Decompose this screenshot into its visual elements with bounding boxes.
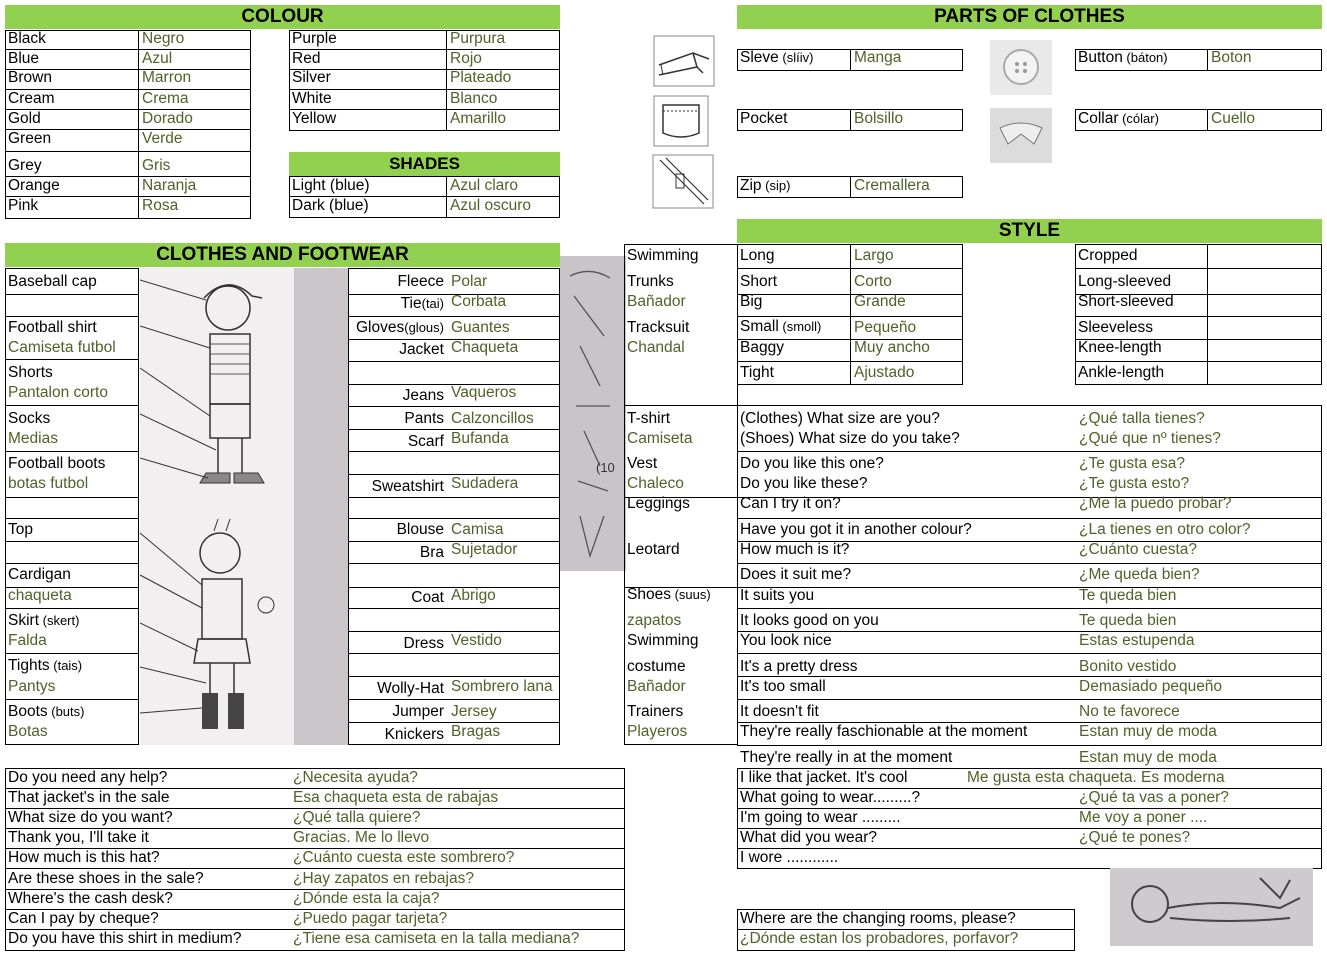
collar-icon bbox=[990, 108, 1052, 163]
part-en bbox=[1075, 48, 1168, 68]
clothes-pron: (skert) bbox=[39, 613, 80, 628]
style-extra: Cropped bbox=[1078, 247, 1138, 264]
colour-en: Silver bbox=[292, 69, 331, 86]
clothes-en: Cardigan bbox=[8, 566, 71, 583]
phrase-en: Have you got it in another colour? bbox=[740, 521, 972, 538]
phrase-en: Do you have this shirt in medium? bbox=[8, 930, 242, 947]
phrase-es: ¿Hay zapatos en rebajas? bbox=[293, 870, 474, 887]
phrase-en: Can I try it on? bbox=[740, 495, 841, 512]
changing-en: Where are the changing rooms, please? bbox=[740, 910, 1016, 927]
colour-en: Yellow bbox=[292, 110, 337, 127]
colour-en: Gold bbox=[8, 110, 41, 127]
phrase-es: Estan muy de moda bbox=[1079, 749, 1217, 766]
clothes-es: Pantys bbox=[8, 678, 56, 695]
colour-en: White bbox=[292, 90, 332, 107]
style-en: Short bbox=[740, 273, 778, 290]
phrase-en: How much is it? bbox=[740, 541, 850, 558]
colour-es: Dorado bbox=[142, 110, 193, 127]
clothes-es: Chaqueta bbox=[451, 339, 519, 356]
phrase-es: No te favorece bbox=[1079, 703, 1180, 720]
phrase-es: Esa chaqueta esta de rabajas bbox=[293, 789, 499, 806]
clothes-pron: (buts) bbox=[47, 704, 85, 719]
clothes-en bbox=[5, 702, 84, 722]
style-extra: Knee-length bbox=[1078, 339, 1162, 356]
sleeve-icon bbox=[653, 35, 715, 87]
clothes-es: Chaleco bbox=[627, 475, 684, 492]
phrase-en: (Shoes) What size do you take? bbox=[740, 430, 960, 447]
colour-es: Marron bbox=[142, 69, 192, 86]
clothes-en: Wolly-Hat bbox=[377, 680, 444, 697]
clothes-en: Swimming bbox=[627, 632, 699, 649]
colour-es: Blanco bbox=[450, 90, 498, 107]
style-extra: Long-sleeved bbox=[1078, 273, 1172, 290]
colour-en: Pink bbox=[8, 197, 39, 214]
phrase-es: ¿Qué talla tienes? bbox=[1079, 410, 1205, 427]
clothes-sketch-strip bbox=[560, 256, 626, 571]
clothes-en: Coat bbox=[411, 589, 444, 606]
clothes-en-text: Shoes bbox=[627, 586, 671, 603]
phrase-es: ¿Qué talla quiere? bbox=[293, 809, 421, 826]
shades-header: SHADES bbox=[289, 152, 560, 176]
colour-en: Green bbox=[8, 130, 52, 147]
clothes-es: Vestido bbox=[451, 632, 502, 649]
clothes-en bbox=[624, 585, 711, 605]
shade-en: Dark (blue) bbox=[292, 197, 369, 214]
clothes-es: Bragas bbox=[451, 723, 501, 740]
colour-es: Gris bbox=[142, 157, 171, 174]
style-en bbox=[737, 317, 821, 337]
colour-es: Plateado bbox=[450, 69, 512, 86]
clothes-en: Shorts bbox=[8, 364, 53, 381]
style-es: Ajustado bbox=[854, 364, 915, 381]
colour-en: Cream bbox=[8, 90, 55, 107]
parts-header: PARTS OF CLOTHES bbox=[737, 5, 1322, 29]
style-en: Long bbox=[740, 247, 775, 264]
style-pron: (smoll) bbox=[778, 319, 822, 334]
clothes-es: Camisa bbox=[451, 521, 504, 538]
clothes-en: Blouse bbox=[396, 521, 444, 538]
phrase-es: Te queda bien bbox=[1079, 587, 1177, 604]
style-extra: Short-sleeved bbox=[1078, 293, 1174, 310]
phrase-es: Me gusta esta chaqueta. Es moderna bbox=[967, 769, 1225, 786]
clothes-en: Vest bbox=[627, 455, 658, 472]
colour-en: Grey bbox=[8, 157, 42, 174]
colour-en: Blue bbox=[8, 50, 40, 67]
phrase-en: It suits you bbox=[740, 587, 815, 604]
phrase-es: Demasiado pequeño bbox=[1079, 678, 1223, 695]
girl-illustration bbox=[140, 513, 348, 745]
resting-figure-illustration bbox=[1110, 868, 1313, 946]
clothes-en: Scarf bbox=[407, 433, 444, 450]
clothes-es: Calzoncillos bbox=[451, 410, 534, 427]
colour-es: Negro bbox=[142, 30, 185, 47]
phrase-en: You look nice bbox=[740, 632, 832, 649]
zip-icon bbox=[652, 154, 714, 209]
phrase-en: Do you like this one? bbox=[740, 455, 884, 472]
clothes-en-text: Boots bbox=[8, 703, 48, 720]
phrase-es: Te queda bien bbox=[1079, 612, 1177, 629]
clothes-es: Sujetador bbox=[451, 541, 518, 558]
boy-illustration bbox=[140, 268, 348, 513]
clothes-en: Tracksuit bbox=[627, 319, 690, 336]
phrase-en: It looks good on you bbox=[740, 612, 879, 629]
clothes-en bbox=[5, 611, 79, 631]
clothes-es: Botas bbox=[8, 723, 48, 740]
part-pron: (báton) bbox=[1122, 50, 1168, 65]
clothes-en-text: Gloves bbox=[356, 319, 405, 336]
shade-es: Azul oscuro bbox=[450, 197, 531, 214]
clothes-en: Jeans bbox=[402, 387, 444, 404]
clothes-es: Sudadera bbox=[451, 475, 519, 492]
phrase-es: ¿Puedo pagar tarjeta? bbox=[293, 910, 448, 927]
phrase-en: They're really faschionable at the moment bbox=[740, 723, 1028, 740]
phrase-es: ¿La tienes en otro color? bbox=[1079, 521, 1251, 538]
clothes-en: Baseball cap bbox=[8, 273, 97, 290]
part-es: Bolsillo bbox=[854, 110, 904, 127]
clothes-en-text: Tie bbox=[400, 295, 422, 312]
clothes-es: Bufanda bbox=[451, 430, 509, 447]
clothes-header: CLOTHES AND FOOTWEAR bbox=[5, 243, 560, 267]
part-en bbox=[737, 176, 790, 196]
colour-en: Black bbox=[8, 30, 46, 47]
clothes-en: costume bbox=[627, 658, 686, 675]
phrase-es: Bonito vestido bbox=[1079, 658, 1177, 675]
colour-en: Orange bbox=[8, 177, 60, 194]
clothes-es: Falda bbox=[8, 632, 47, 649]
phrase-es: ¿Cuánto cuesta este sombrero? bbox=[293, 849, 515, 866]
phrase-en: They're really in at the moment bbox=[740, 749, 953, 766]
phrase-en: Does it suit me? bbox=[740, 566, 852, 583]
phrase-en: Do you like these? bbox=[740, 475, 868, 492]
clothes-es: Guantes bbox=[451, 319, 510, 336]
colour-en: Brown bbox=[8, 69, 52, 86]
phrase-en: How much is this hat? bbox=[8, 849, 160, 866]
colour-es: Naranja bbox=[142, 177, 197, 194]
clothes-es: Vaqueros bbox=[451, 384, 517, 401]
clothes-es: Bañador bbox=[627, 678, 686, 695]
clothes-en: Trainers bbox=[627, 703, 684, 720]
phrase-es: ¿Qué ta vas a poner? bbox=[1079, 789, 1229, 806]
clothes-es: Polar bbox=[451, 273, 488, 290]
colour-header: COLOUR bbox=[5, 5, 560, 29]
clothes-pron: (tai) bbox=[421, 296, 444, 311]
phrase-es: ¿Qué te pones? bbox=[1079, 829, 1191, 846]
clothes-es: Playeros bbox=[627, 723, 688, 740]
clothes-es: Camiseta bbox=[627, 430, 693, 447]
phrase-es: ¿Tiene esa camiseta en la talla mediana? bbox=[293, 930, 580, 947]
phrase-en: What going to wear.........? bbox=[740, 789, 921, 806]
style-en-text: Small bbox=[740, 318, 779, 335]
clothes-es: Bañador bbox=[627, 293, 686, 310]
phrase-es: ¿Te gusta esa? bbox=[1079, 455, 1185, 472]
colour-en: Purple bbox=[292, 30, 337, 47]
clothes-en: Bra bbox=[419, 544, 444, 561]
phrase-en: It doesn't fit bbox=[740, 703, 819, 720]
phrase-es: Me voy a poner .... bbox=[1079, 809, 1208, 826]
clothes-pron: (glous) bbox=[404, 320, 444, 335]
shade-es: Azul claro bbox=[450, 177, 519, 194]
button-icon bbox=[990, 40, 1052, 95]
clothes-en: Dress bbox=[403, 635, 444, 652]
clothes-es: Chandal bbox=[627, 339, 685, 356]
clothes-es: Corbata bbox=[451, 293, 507, 310]
part-pron: (cólar) bbox=[1118, 111, 1159, 126]
part-en: Pocket bbox=[740, 110, 788, 127]
phrase-es: Gracias. Me lo llevo bbox=[293, 829, 430, 846]
phrase-en: Are these shoes in the sale? bbox=[8, 870, 204, 887]
sketch-note: (10 bbox=[596, 460, 615, 475]
part-en-text: Collar bbox=[1078, 110, 1119, 127]
clothes-en bbox=[348, 318, 448, 338]
clothes-es: Sombrero lana bbox=[451, 678, 553, 695]
colour-es: Amarillo bbox=[450, 110, 506, 127]
phrase-en: Where's the cash desk? bbox=[8, 890, 173, 907]
clothes-pron: (tais) bbox=[49, 658, 83, 673]
phrase-en: I like that jacket. It's cool bbox=[740, 769, 908, 786]
colour-es: Azul bbox=[142, 50, 173, 67]
phrase-es: ¿Te gusta esto? bbox=[1079, 475, 1190, 492]
style-es: Corto bbox=[854, 273, 892, 290]
phrase-es: Estas estupenda bbox=[1079, 632, 1195, 649]
colour-es: Purpura bbox=[450, 30, 506, 47]
clothes-es: botas futbol bbox=[8, 475, 89, 492]
colour-es: Crema bbox=[142, 90, 189, 107]
phrase-en: It's a pretty dress bbox=[740, 658, 858, 675]
part-en-text: Zip bbox=[740, 177, 762, 194]
clothes-en: Knickers bbox=[384, 726, 444, 743]
phrase-en: That jacket's in the sale bbox=[8, 789, 170, 806]
clothes-en bbox=[348, 294, 448, 314]
clothes-en bbox=[5, 656, 82, 676]
style-es: Muy ancho bbox=[854, 339, 930, 356]
style-header: STYLE bbox=[737, 219, 1322, 243]
phrase-es: ¿Me queda bien? bbox=[1079, 566, 1200, 583]
phrase-en: Do you need any help? bbox=[8, 769, 168, 786]
clothes-es: Medias bbox=[8, 430, 58, 447]
clothes-pron: (suus) bbox=[670, 587, 711, 602]
style-es: Largo bbox=[854, 247, 894, 264]
clothes-en: Top bbox=[8, 521, 33, 538]
phrase-en: I wore ............ bbox=[740, 849, 839, 866]
clothes-es: Pantalon corto bbox=[8, 384, 108, 401]
phrase-en: (Clothes) What size are you? bbox=[740, 410, 940, 427]
clothes-en: Football boots bbox=[8, 455, 106, 472]
phrase-es: ¿Dónde esta la caja? bbox=[293, 890, 440, 907]
colour-es: Rosa bbox=[142, 197, 179, 214]
style-en: Big bbox=[740, 293, 763, 310]
clothes-en: Jacket bbox=[399, 341, 444, 358]
clothes-en: Jumper bbox=[392, 703, 444, 720]
clothes-es: Abrigo bbox=[451, 587, 496, 604]
style-es: Grande bbox=[854, 293, 906, 310]
clothes-en-text: Skirt bbox=[8, 612, 39, 629]
clothes-en: Football shirt bbox=[8, 319, 97, 336]
phrase-en: It's too small bbox=[740, 678, 826, 695]
part-es: Manga bbox=[854, 49, 902, 66]
style-en: Tight bbox=[740, 364, 774, 381]
phrase-en: Thank you, I'll take it bbox=[8, 829, 149, 846]
part-en bbox=[737, 48, 813, 68]
part-es: Cremallera bbox=[854, 177, 930, 194]
clothes-es: Camiseta futbol bbox=[8, 339, 116, 356]
style-extra: Ankle-length bbox=[1078, 364, 1165, 381]
clothes-en-text: Tights bbox=[8, 657, 50, 674]
part-pron: (slíiv) bbox=[778, 50, 814, 65]
clothes-en: Fleece bbox=[397, 273, 444, 290]
phrase-en: I'm going to wear ......... bbox=[740, 809, 901, 826]
part-es: Cuello bbox=[1211, 110, 1255, 127]
phrase-en: What did you wear? bbox=[740, 829, 877, 846]
clothes-es: chaqueta bbox=[8, 587, 72, 604]
part-en-text: Sleve bbox=[740, 49, 779, 66]
colour-es: Rojo bbox=[450, 50, 482, 67]
colour-es: Verde bbox=[142, 130, 183, 147]
part-en-text: Button bbox=[1078, 49, 1123, 66]
clothes-es: Jersey bbox=[451, 703, 497, 720]
phrase-es: Estan muy de moda bbox=[1079, 723, 1217, 740]
clothes-en: Socks bbox=[8, 410, 51, 427]
part-pron: (sip) bbox=[761, 178, 791, 193]
style-en: Baggy bbox=[740, 339, 784, 356]
clothes-en: Leotard bbox=[627, 541, 680, 558]
part-en bbox=[1075, 109, 1159, 129]
phrase-es: ¿Necesita ayuda? bbox=[293, 769, 418, 786]
changing-es: ¿Dónde estan los probadores, porfavor? bbox=[740, 930, 1019, 947]
phrase-es: ¿Qué que nº tienes? bbox=[1079, 430, 1221, 447]
phrase-es: ¿Me la puedo probar? bbox=[1079, 495, 1232, 512]
phrase-en: What size do you want? bbox=[8, 809, 173, 826]
clothes-en: Pants bbox=[404, 410, 444, 427]
part-es: Boton bbox=[1211, 49, 1252, 66]
shade-en: Light (blue) bbox=[292, 177, 370, 194]
clothes-en: Swimming bbox=[627, 247, 699, 264]
clothes-en: Sweatshirt bbox=[371, 478, 444, 495]
pocket-icon bbox=[653, 95, 709, 147]
clothes-en: T-shirt bbox=[627, 410, 671, 427]
style-extra: Sleeveless bbox=[1078, 319, 1153, 336]
clothes-en: Trunks bbox=[627, 273, 674, 290]
phrase-es: ¿Cuánto cuesta? bbox=[1079, 541, 1198, 558]
colour-en: Red bbox=[292, 50, 321, 67]
phrase-en: Can I pay by cheque? bbox=[8, 910, 159, 927]
clothes-en: Leggings bbox=[627, 495, 690, 512]
clothes-es: zapatos bbox=[627, 612, 682, 629]
style-es: Pequeño bbox=[854, 319, 917, 336]
